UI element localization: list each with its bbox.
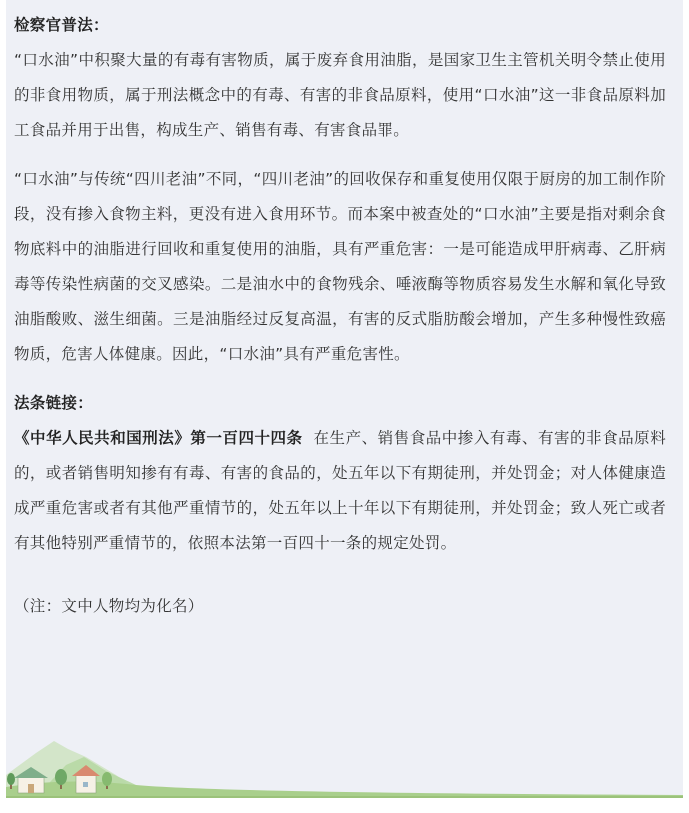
bottom-divider: [6, 796, 683, 798]
paragraph-gap: [14, 148, 666, 162]
village-illustration: [6, 735, 683, 797]
paragraph-gap: [14, 561, 666, 575]
paragraph-oil-definition: “口水油”中积聚大量的有毒有害物质，属于废弃食用油脂，是国家卫生主管机关明令禁止使用的非食用物质，属于刑法概念中的有毒、有害的非食品原料，使用“口水油”这一非食品原料加工食品并用于出售，构成生产、销售有毒、有害食品罪。: [14, 51, 666, 139]
article-content: [14, 8, 666, 624]
paragraph-oil-harm: “口水油”与传统“四川老油”不同，“四川老油”的回收保存和重复使用仅限于厨房的加工制作阶段，没有掺入食物主料，更没有进入食用环节。而本案中被查处的“口水油”主要是指对剩余食物底料中的油脂进行回收和重复使用的油脂，具有严重危害：一是可能造成甲肝病毒、乙肝病毒等传染性病菌的交叉感染。二是油水中的食物残余、唾液酶等物质容易发生水解和氧化导致油脂酸败、滋生细菌。三是油脂经过反复高温，有害的反式脂肪酸会增加，产生多种慢性致癌物质，危害人体健康。因此，“口水油”具有严重危害性。: [14, 170, 666, 363]
section-heading-prosecutor: 检察官普法：: [14, 16, 109, 34]
law-article-title: 《中华人民共和国刑法》第一百四十四条: [14, 429, 303, 447]
paragraph-law-article: [14, 421, 666, 561]
name-disclaimer-note: （注：文中人物均为化名）: [14, 597, 204, 615]
law-article-text: 在生产、销售食品中掺入有毒、有害的非食品原料的，或者销售明知掺有有毒、有害的食品的，处五年以下有期徒刑，并处罚金；对人体健康造成严重危害或者有其他严重情节的，处五年以上十年以下有期徒刑，并处罚金；致人死亡或者有其他特别严重情节的，依照本法第一百四十一条的规定处罚。: [14, 429, 666, 552]
paragraph-gap: [14, 372, 666, 386]
section-heading-law-link: 法条链接：: [14, 394, 94, 412]
